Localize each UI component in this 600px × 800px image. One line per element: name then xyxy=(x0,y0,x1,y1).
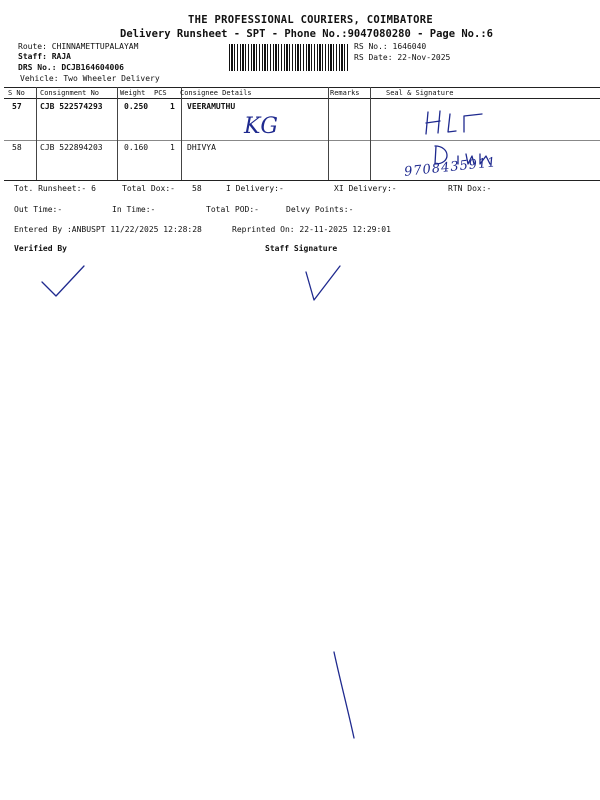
verification-tick xyxy=(38,262,88,302)
header-consignee: Consignee Details xyxy=(180,89,252,97)
header-weight: Weight xyxy=(120,89,146,97)
staff-signature-label: Staff Signature xyxy=(265,244,338,253)
runsheet-subtitle: Delivery Runsheet - SPT - Phone No.:9047080280 - Page No.:6 xyxy=(120,28,493,40)
row-pcs: 1 xyxy=(170,102,175,111)
row-consignee: DHIVYA xyxy=(187,143,216,152)
company-title: THE PROFESSIONAL COURIERS, COIMBATORE xyxy=(188,14,433,26)
header-remarks: Remarks xyxy=(330,89,360,97)
route-label: Route: CHINNAMETTUPALAYAM xyxy=(18,42,139,51)
handwritten-phone: 9708435911 xyxy=(403,155,498,180)
header-sno: S No xyxy=(8,89,25,97)
delvy-points: Delvy Points:- xyxy=(286,205,354,214)
handwritten-signature xyxy=(420,108,500,138)
staff-label: Staff: RAJA xyxy=(18,52,71,61)
reprinted-on: Reprinted On: 22-11-2025 12:29:01 xyxy=(232,225,391,234)
tot-runsheet: Tot. Runsheet:- 6 xyxy=(14,184,96,193)
col-divider xyxy=(117,87,118,180)
row-sno: 57 xyxy=(12,102,22,111)
entered-by: Entered By :ANBUSPT 11/22/2025 12:28:28 xyxy=(14,225,202,234)
row-consignment: CJB 522894203 xyxy=(40,143,103,152)
table-top-border xyxy=(4,87,600,88)
rtn-dox: RTN Dox:- xyxy=(448,184,492,193)
row-pcs: 1 xyxy=(170,143,175,152)
total-dox-label: Total Dox:- xyxy=(122,184,175,193)
barcode xyxy=(229,44,350,71)
rs-number: RS No.: 1646040 xyxy=(354,42,427,51)
pen-stroke xyxy=(330,650,360,740)
in-time: In Time:- xyxy=(112,205,156,214)
row-weight: 0.250 xyxy=(124,102,149,111)
xi-delivery: XI Delivery:- xyxy=(334,184,397,193)
col-divider xyxy=(328,87,329,180)
table-bottom-border xyxy=(4,180,600,181)
col-divider xyxy=(181,87,182,180)
drs-number: DRS No.: DCJB164604006 xyxy=(18,63,124,72)
total-pod: Total POD:- xyxy=(206,205,259,214)
staff-signature-mark xyxy=(300,262,350,302)
row-weight: 0.160 xyxy=(124,143,149,152)
header-pcs: PCS xyxy=(154,89,167,97)
i-delivery: I Delivery:- xyxy=(226,184,284,193)
row-divider xyxy=(4,140,600,141)
table-header-border xyxy=(4,98,600,99)
handwritten-remark: KG xyxy=(244,114,279,139)
row-consignment: CJB 522574293 xyxy=(40,102,103,111)
col-divider xyxy=(36,87,37,180)
row-consignee: VEERAMUTHU xyxy=(187,102,236,111)
header-consignment: Consignment No xyxy=(40,89,100,97)
row-sno: 58 xyxy=(12,143,22,152)
verified-by-label: Verified By xyxy=(14,244,67,253)
col-divider xyxy=(370,87,371,180)
vehicle-label: Vehicle: Two Wheeler Delivery xyxy=(20,74,160,83)
rs-date: RS Date: 22-Nov-2025 xyxy=(354,53,451,62)
header-signature: Seal & Signature xyxy=(386,89,454,97)
total-dox-value: 58 xyxy=(192,184,202,193)
out-time: Out Time:- xyxy=(14,205,63,214)
